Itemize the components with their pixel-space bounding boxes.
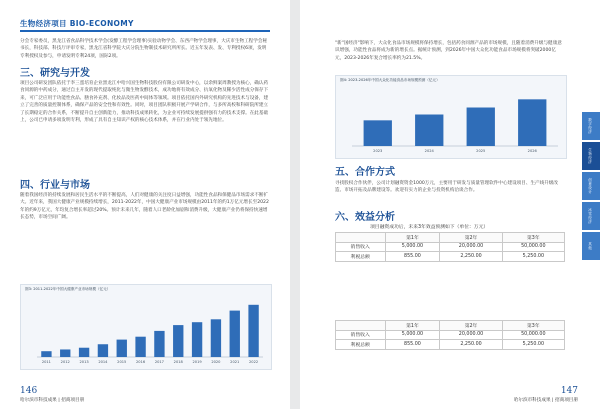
table-header-cell: 第3年: [502, 233, 564, 243]
side-tab-creative[interactable]: 创意设计: [582, 172, 600, 200]
gutter: [290, 0, 300, 409]
bar-2024: [415, 115, 443, 147]
table-cell: 855.00: [385, 340, 440, 350]
bar-2016: [135, 337, 145, 357]
tick-label-2022: 2022: [249, 360, 259, 364]
section-4-title: 四、行业与市场: [20, 180, 90, 191]
chart-1-canvas: [21, 285, 271, 369]
table-header-cell: [336, 233, 386, 243]
footer-label-right: 哈尔滨市科技成果 | 招商项目册: [513, 398, 578, 403]
table-cell: 销售收入: [336, 242, 386, 252]
bar-2026: [518, 99, 546, 146]
footer-label-left: 哈尔滨市科技成果 | 招商项目册: [20, 398, 85, 403]
table-cell: 2,250.00: [440, 340, 502, 350]
bar-2023: [364, 120, 392, 146]
table-cell: 5,250.00: [502, 252, 564, 262]
section-3-body: 项目公司研发团队依托于李三蛋培育企业黑龙江中哈兴国生物科技股份有限公司研发中心，以余鲜案周教授为核心，确认药食同源的中药成分，通过自主开发的现代提取纯化与微生物发酵技术，成功地将有效成分、抗氧化物及稀少活性成分保存下来，可广泛应用于功能性食品、膳食补充剂、化妆品及医药中间体等领域。项目依托国内外研究机构的先进技术与设备，建立了完善的质量控制体系，确保产品的安全性和有效性。同时，项目团队积极开展产学研合作，与多所高校和科研院所建立了长期稳定的合作关系，不断提升自主创新能力，推动科技成果转化，为企业可持续发展提供强有力的技术支撑。在此基础上，公司已申请多项发明专利，形成了具有自主知识产权的核心技术体系，并在行业内处于领先地位。: [20, 81, 269, 124]
bar-2025: [467, 108, 495, 147]
bar-2022: [248, 305, 258, 357]
page-number-left: 146: [20, 386, 38, 396]
tick-label-2014: 2014: [98, 360, 108, 364]
side-tab-ice[interactable]: 冰雪经济: [582, 202, 600, 230]
header-rule: [20, 30, 270, 32]
table-header-cell: [336, 321, 386, 331]
tick-label-2013: 2013: [79, 360, 89, 364]
table-header-row: [336, 233, 565, 243]
table-row: [336, 242, 565, 252]
section-5-body: 寻找股权合作伙伴，公司计划融资资金1000万元，主要用于研发与质量管理软件中心建设项目、生产线升级改造、市场开拓及品牌建设等。欢迎有实力的企业与投资机构洽谈合作。: [335, 181, 559, 194]
table-1-caption: 项目融资成功后，未来3年效益预测如下（单位：万元）: [370, 225, 489, 230]
bar-2011: [41, 351, 51, 357]
table-cell: 利税总额: [336, 340, 386, 350]
intro-paragraph: 分会专家委员，黑龙江省食品科学技术学会(发酵工程学会理事)实验动物学会、东西产物学会理事，大庆市生物工程学会秘书长，科技部、科技厅评审专家，黑龙江省科学院大庆分院生物制技术研究所所长。近五年发表、发、专利授权6项，发明专利授权及参与，申请发明专利24项，国际2项。: [20, 39, 268, 59]
chart-title: 图3: 2011-2022年中国大健康产业市场规模（亿元）: [25, 287, 111, 291]
bar-2018: [173, 325, 183, 357]
table-cell: 5,250.00: [502, 340, 564, 350]
side-tab-bio[interactable]: 生物经济: [582, 142, 600, 170]
tick-label-2020: 2020: [211, 360, 221, 364]
table-cell: 5,000.00: [385, 242, 440, 252]
tick-label-2026: 2026: [527, 149, 537, 153]
right-page: [300, 0, 600, 409]
tick-label-2019: 2019: [192, 360, 202, 364]
bar-2020: [211, 319, 221, 357]
right-top-paragraph: "新"国经济"影响下，大众化食品市场规模将保持增长，包括药食同源产品的市场规模，且随着消费升级与健康意识增强，功能性食品将成为新的增长点。据统计预测，到2026年中国大众化功能食品市场规模将突破2000亿元，2023-2026年复合增长率约为21.5%。: [335, 41, 562, 61]
tick-label-2023: 2023: [373, 149, 383, 153]
forecast-chart: [335, 75, 567, 159]
table-header-row: [336, 321, 565, 331]
side-tab-digital[interactable]: 数字经济: [582, 112, 600, 140]
tick-label-2017: 2017: [154, 360, 164, 364]
section-3-title: 三、研究与开发: [20, 68, 90, 79]
tick-label-2012: 2012: [60, 360, 70, 364]
bar-2015: [117, 340, 127, 357]
table-cell: 20,000.00: [440, 242, 502, 252]
table-header-cell: 第1年: [385, 321, 440, 331]
table-cell: 5,000.00: [385, 330, 440, 340]
tick-label-2025: 2025: [476, 149, 486, 153]
left-page: [0, 0, 290, 409]
table-header-cell: 第1年: [385, 233, 440, 243]
tick-label-2018: 2018: [173, 360, 183, 364]
page-number-right: 147: [560, 386, 578, 396]
market-size-chart: [20, 284, 272, 370]
section-6-title: 六、效益分析: [335, 212, 395, 223]
section-4-body: 随着我国经济的持续发展和居民生活水平的不断提高，人们对健康的关注度日益增强，功能性食品和保健品市场需求不断扩大。近年来，我国大健康产业规模持续增长，2011-2022年，中国大健康产业市场规模由2011年的约1万亿元增长至2022年的约9万亿元，年均复合增长率超过20%。预计未来几年，随着人口老龄化加剧和消费升级，大健康产业仍将保持快速增长态势，市场空间广阔。: [20, 193, 269, 221]
tick-label-2011: 2011: [41, 360, 51, 364]
section-5-title: 五、合作方式: [335, 167, 395, 178]
bar-2013: [79, 348, 89, 357]
table-cell: 利税总额: [336, 252, 386, 262]
tick-label-2016: 2016: [136, 360, 146, 364]
table-cell: 销售收入: [336, 330, 386, 340]
table-cell: 20,000.00: [440, 330, 502, 340]
table-header-cell: 第3年: [502, 321, 564, 331]
bar-2012: [60, 349, 70, 357]
bar-2021: [230, 311, 240, 357]
table-row: [336, 330, 565, 340]
table-cell: 50,000.00: [502, 330, 564, 340]
benefit-table-2: [335, 320, 565, 350]
side-tab-other[interactable]: 其他: [582, 232, 600, 260]
tick-label-2021: 2021: [230, 360, 240, 364]
bar-2019: [192, 322, 202, 357]
chart-title: 图4: 2023-2026年中国大众化功能食品市场规模预测（亿元）: [340, 78, 440, 82]
table-cell: 50,000.00: [502, 242, 564, 252]
chart-2-canvas: [336, 76, 566, 158]
table-header-cell: 第2年: [440, 233, 502, 243]
bar-2017: [154, 331, 164, 357]
tick-label-2024: 2024: [424, 149, 434, 153]
benefit-table-1: [335, 232, 565, 262]
table-cell: 2,250.00: [440, 252, 502, 262]
page-header: 生物经济项目 BIO-ECONOMY: [20, 19, 134, 28]
table-row: [336, 340, 565, 350]
bar-2014: [98, 344, 108, 357]
table-row: [336, 252, 565, 262]
table-header-cell: 第2年: [440, 321, 502, 331]
tick-label-2015: 2015: [117, 360, 127, 364]
table-cell: 855.00: [385, 252, 440, 262]
